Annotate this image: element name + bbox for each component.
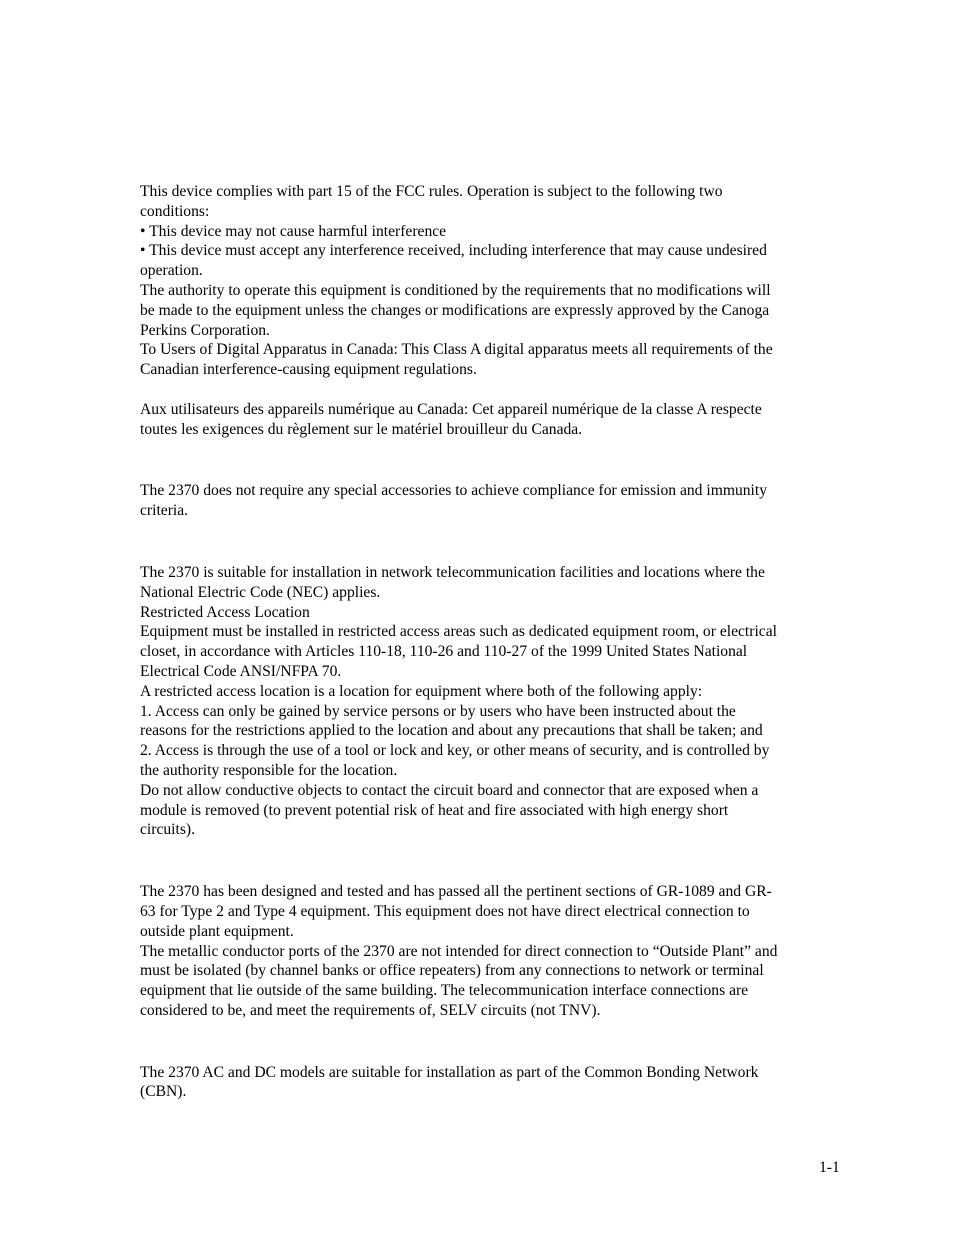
numbered-item: 2. Access is through the use of a tool or lock and key, or other means of security, and is controlled by	[140, 742, 770, 760]
text-line: reasons for the restrictions applied to the location and about any precautions that shall be taken; and	[140, 722, 763, 740]
text-line: Canadian interference-causing equipment regulations.	[140, 361, 477, 379]
paragraph-spacer	[140, 380, 845, 400]
text-line: Perkins Corporation.	[140, 321, 270, 339]
text-line: 63 for Type 2 and Type 4 equipment. This equipment does not have direct electrical connection to	[140, 902, 750, 920]
text-line: Aux utilisateurs des appareils numérique au Canada: Cet appareil numérique de la classe A respecte	[140, 400, 762, 418]
text-line: operation.	[140, 262, 203, 280]
text-line: National Electric Code (NEC) applies.	[140, 583, 381, 601]
bullet-item: • This device must accept any interference received, including interference that may cause undesired	[140, 242, 767, 260]
gr1089-paragraph	[140, 882, 845, 1021]
bullet-item: • This device may not cause harmful interference	[140, 222, 447, 240]
section-spacer	[140, 840, 845, 882]
text-line: criteria.	[140, 502, 189, 520]
text-line: The 2370 AC and DC models are suitable for installation as part of the Common Bonding Network	[140, 1063, 759, 1081]
text-line: considered to be, and meet the requirements of, SELV circuits (not TNV).	[140, 1001, 601, 1019]
text-line: circuits).	[140, 821, 195, 839]
text-line: the authority responsible for the location.	[140, 761, 398, 779]
text-line: To Users of Digital Apparatus in Canada: This Class A digital apparatus meets all requirements of the	[140, 341, 773, 359]
french-compliance-paragraph	[140, 400, 845, 440]
text-line: The metallic conductor ports of the 2370 are not intended for direct connection to “Outside Plant” and	[140, 942, 778, 960]
numbered-item: 1. Access can only be gained by service persons or by users who have been instructed about the	[140, 702, 736, 720]
text-line: The authority to operate this equipment is conditioned by the requirements that no modifications will	[140, 281, 771, 299]
text-line: This device complies with part 15 of the FCC rules. Operation is subject to the following two	[140, 183, 723, 200]
text-line: The 2370 has been designed and tested and has passed all the pertinent sections of GR-1089 and GR-	[140, 883, 772, 901]
text-line: The 2370 is suitable for installation in network telecommunication facilities and locations where the	[140, 563, 765, 581]
text-line: The 2370 does not require any special accessories to achieve compliance for emission and immunity	[140, 482, 768, 500]
accessories-paragraph	[140, 481, 845, 521]
page-number: 1-1	[819, 1159, 840, 1176]
installation-paragraph	[140, 563, 845, 840]
section-spacer	[140, 1021, 845, 1063]
fcc-compliance-paragraph	[140, 182, 845, 380]
text-line: (CBN).	[140, 1083, 187, 1101]
text-line: Equipment must be installed in restricted access areas such as dedicated equipment room, or electrical	[140, 623, 777, 641]
text-line: be made to the equipment unless the changes or modifications are expressly approved by the Canoga	[140, 301, 770, 319]
text-line: conditions:	[140, 202, 210, 220]
subheading-text: Restricted Access Location	[140, 603, 310, 621]
text-line: module is removed (to prevent potential risk of heat and fire associated with high energy short	[140, 801, 729, 819]
document-page	[140, 182, 845, 1102]
text-line: closet, in accordance with Articles 110-18, 110-26 and 110-27 of the 1999 United States National	[140, 643, 748, 661]
text-line: must be isolated (by channel banks or office repeaters) from any connections to network or terminal	[140, 962, 764, 980]
text-line: Do not allow conductive objects to contact the circuit board and connector that are exposed when a	[140, 781, 759, 799]
cbn-paragraph	[140, 1063, 845, 1103]
text-line: equipment that lie outside of the same building. The telecommunication interface connections are	[140, 982, 749, 1000]
text-line: outside plant equipment.	[140, 922, 294, 940]
section-spacer	[140, 439, 845, 481]
text-line: A restricted access location is a location for equipment where both of the following apply:	[140, 682, 703, 700]
text-line: toutes les exigences du règlement sur le matériel brouilleur du Canada.	[140, 420, 583, 438]
section-spacer	[140, 521, 845, 563]
text-line: Electrical Code ANSI/NFPA 70.	[140, 662, 342, 680]
